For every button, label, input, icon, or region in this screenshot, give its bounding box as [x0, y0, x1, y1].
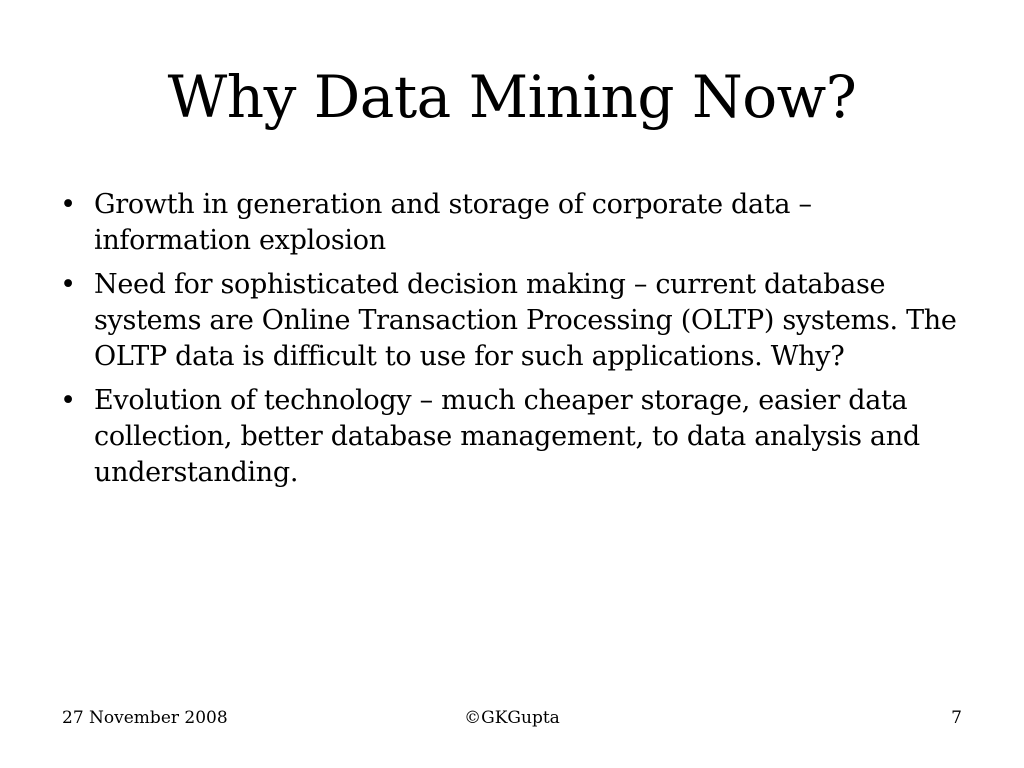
bullet-item [58, 383, 958, 491]
bullet-text: Evolution of technology – much cheaper storage, easier data collection, better database management, to data analysis and understanding. [94, 385, 920, 488]
bullet-item [58, 187, 958, 259]
bullet-text: Need for sophisticated decision making – current database systems are Online Transaction Processing (OLTP) systems. The OLTP data is difficult to use for such applications. Why? [94, 269, 957, 372]
footer-author: ©GKGupta [464, 708, 560, 728]
footer-date: 27 November 2008 [62, 708, 228, 728]
bullet-icon: • [60, 385, 76, 416]
bullet-item [58, 267, 958, 375]
bullet-icon: • [60, 269, 76, 300]
bullet-text: Growth in generation and storage of corporate data – information explosion [94, 189, 812, 256]
bullet-list [58, 187, 958, 499]
bullet-icon: • [60, 189, 76, 220]
page-number: 7 [951, 708, 962, 728]
slide-title: Why Data Mining Now? [167, 63, 857, 131]
